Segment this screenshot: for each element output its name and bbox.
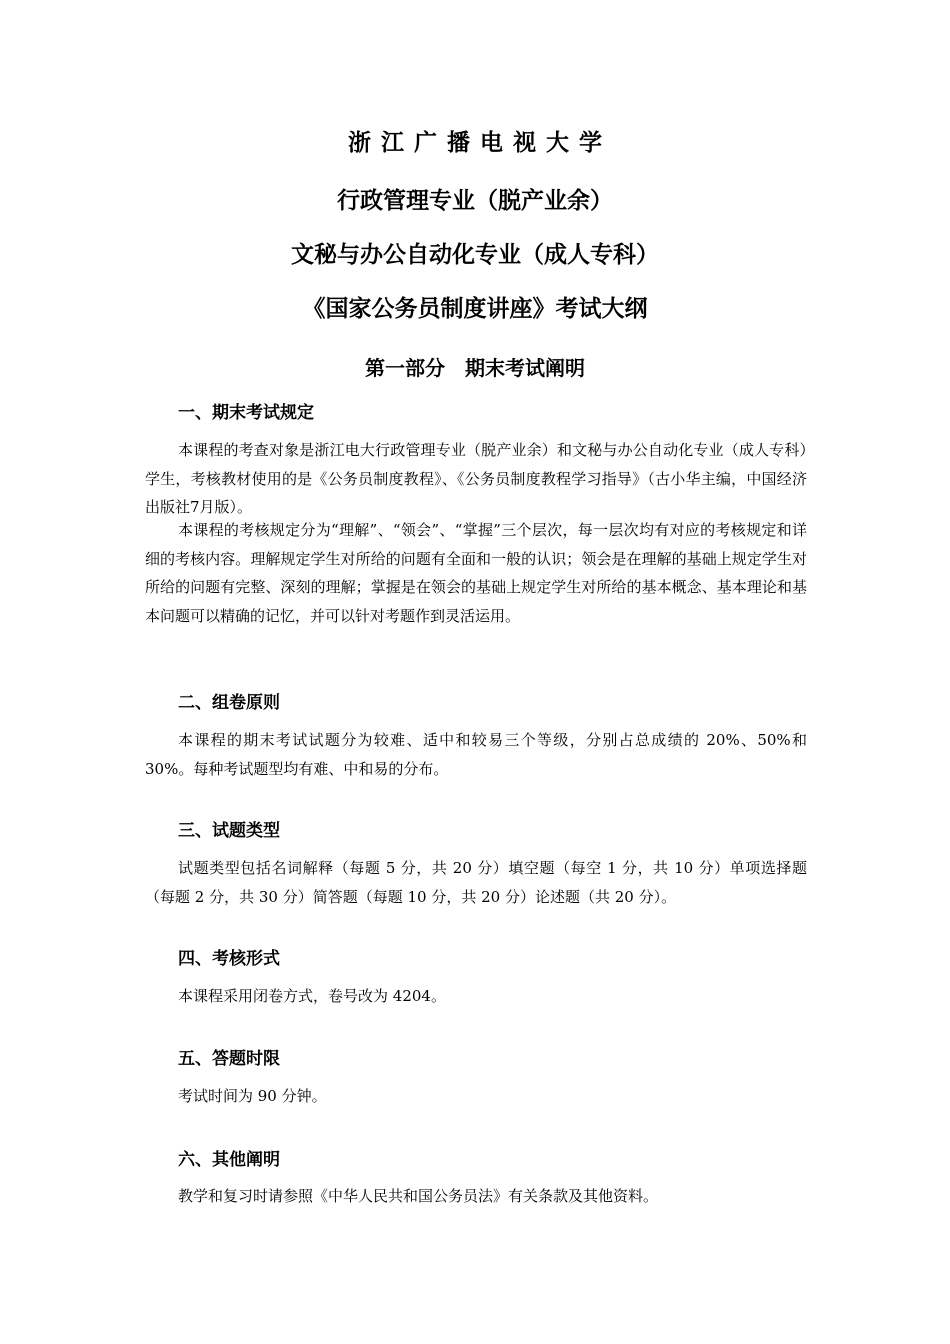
section-heading: 四、考核形式 (178, 949, 280, 969)
university-title-char: 播 (447, 130, 470, 156)
section-heading: 三、试题类型 (178, 821, 280, 841)
exam-title: 《国家公务员制度讲座》考试大纲 (302, 296, 648, 322)
section-heading: 二、组卷原则 (178, 693, 280, 713)
university-title-char: 江 (381, 130, 404, 156)
section-paragraph: 试题类型包括名词解释（每题 5 分，共 20 分）填空题（每空 1 分，共 10 分）单项选择题（每题 2 分，共 30 分）简答题（每题 10 分，共 20 分）论述题（共 20 分）。 (145, 859, 807, 906)
section-heading: 一、期末考试规定 (178, 403, 314, 423)
university-title-char: 浙 (348, 130, 371, 156)
section-paragraph: 本课程的考核规定分为“理解”、“领会”、“掌握”三个层次，每一层次均有对应的考核规定和详细的考核内容。理解规定学生对所给的问题有全面和一般的认识；领会是在理解的基础上规定学生对所给的问题有完整、深刻的理解；掌握是在领会的基础上规定学生对所给的基本概念、基本理论和基本问题可以精确的记忆，并可以针对考题作到灵活运用。 (145, 521, 807, 625)
university-title-char: 大 (546, 130, 569, 156)
university-title-char: 电 (480, 130, 503, 156)
section-paragraph: 教学和复习时请参照《中华人民共和国公务员法》有关条款及其他资料。 (178, 1187, 659, 1205)
university-title-char: 学 (579, 130, 602, 156)
section-paragraph: 考试时间为 90 分钟。 (178, 1087, 327, 1105)
section-paragraph: 本课程采用闭卷方式，卷号改为 4204。 (178, 987, 446, 1005)
section-paragraph: 本课程的考查对象是浙江电大行政管理专业（脱产业余）和文秘与办公自动化专业（成人专科）学生，考核教材使用的是《公务员制度教程》、《公务员制度教程学习指导》（古小华主编，中国经济出版社7月版）。 (145, 441, 807, 516)
part-title: 第一部分 期末考试阐明 (365, 356, 585, 380)
major-title-1: 行政管理专业（脱产业余） (337, 188, 613, 214)
major-title-2: 文秘与办公自动化专业（成人专科） (291, 242, 659, 268)
section-paragraph: 本课程的期末考试试题分为较难、适中和较易三个等级，分别占总成绩的 20%、50%和 30%。每种考试题型均有难、中和易的分布。 (145, 731, 807, 778)
university-title (0, 128, 950, 158)
section-heading: 五、答题时限 (178, 1049, 280, 1069)
university-title-char: 广 (414, 130, 437, 156)
section-heading: 六、其他阐明 (178, 1150, 280, 1170)
university-title-char: 视 (513, 130, 536, 156)
